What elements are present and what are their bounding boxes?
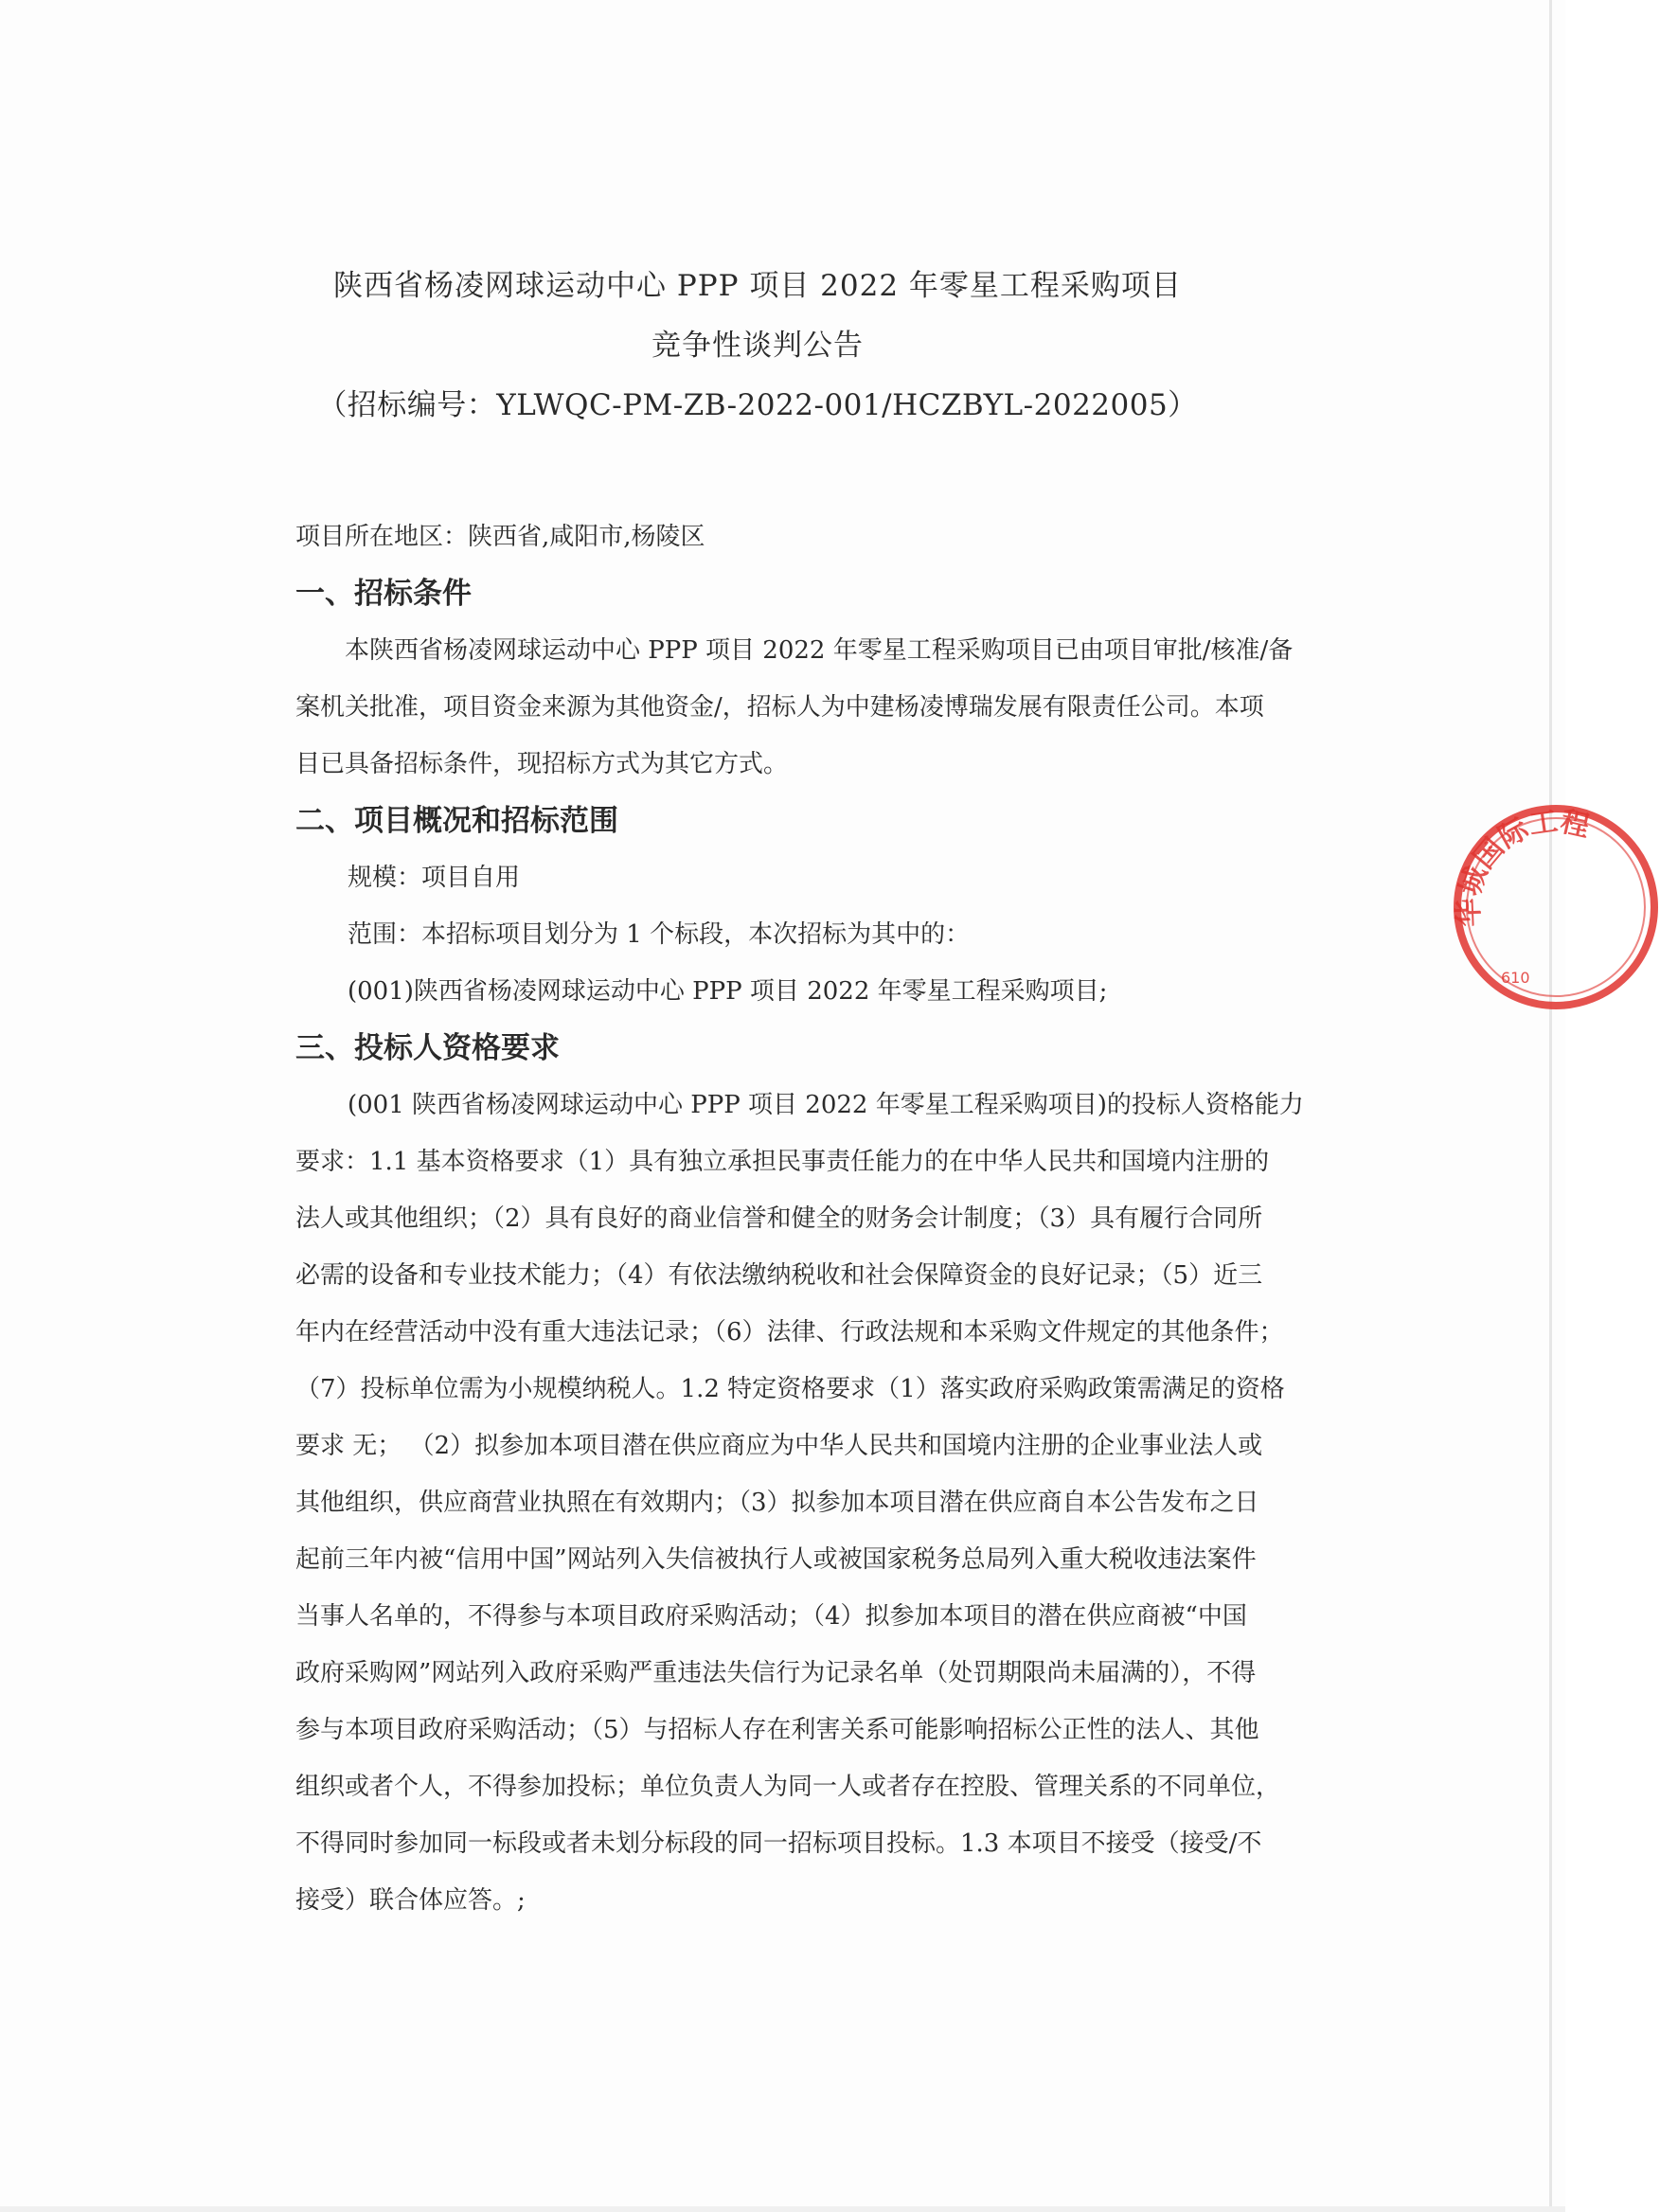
section-1-line-1: 本陕西省杨凌网球运动中心 PPP 项目 2022 年零星工程采购项目已由项目审批/核准/备	[345, 636, 1294, 665]
section-3-heading: 三、投标人资格要求	[295, 1031, 560, 1065]
company-seal-stamp	[1452, 803, 1660, 1011]
section-1-heading: 一、招标条件	[295, 577, 472, 611]
seal-number: 610	[1501, 969, 1530, 987]
section-3-line-2: 要求：1.1 基本资格要求（1）具有独立承担民事责任能力的在中华人民共和国境内注册的	[295, 1148, 1270, 1176]
section-3-line-4: 必需的设备和专业技术能力；（4）有依法缴纳税收和社会保障资金的良好记录；（5）近三	[295, 1261, 1263, 1290]
section-3-line-13: 组织或者个人，不得参加投标；单位负责人为同一人或者存在控股、管理关系的不同单位，	[295, 1773, 1281, 1801]
section-2-heading: 二、项目概况和招标范围	[295, 804, 618, 838]
project-range: 范围：本招标项目划分为 1 个标段，本次招标为其中的：	[348, 920, 971, 949]
section-3-line-5: 年内在经营活动中没有重大违法记录；（6）法律、行政法规和本采购文件规定的其他条件；	[295, 1318, 1284, 1347]
section-3-line-7: 要求 无； （2）拟参加本项目潜在供应商应为中华人民共和国境内注册的企业事业法人或	[295, 1432, 1263, 1460]
section-3-line-10: 当事人名单的，不得参与本项目政府采购活动；（4）拟参加本项目的潜在供应商被“中国	[295, 1602, 1247, 1631]
tender-code: （招标编号：YLWQC-PM-ZB-2022-001/HCZBYL-2022005）	[317, 388, 1198, 422]
document-body	[295, 508, 1318, 1929]
section-3-line-3: 法人或其他组织；（2）具有良好的商业信誉和健全的财务会计制度；（3）具有履行合同所	[295, 1204, 1263, 1233]
section-3-line-6: （7）投标单位需为小规模纳税人。1.2 特定资格要求（1）落实政府采购政策需满足的资格	[295, 1375, 1285, 1403]
project-location: 项目所在地区：陕西省,咸阳市,杨陵区	[295, 523, 705, 551]
seal-arc-text	[1452, 805, 1592, 927]
section-3-line-15: 接受）联合体应答。;	[295, 1886, 526, 1915]
section-3-line-14: 不得同时参加同一标段或者未划分标段的同一招标项目投标。1.3 本项目不接受（接受/不	[295, 1829, 1262, 1858]
project-lot: (001)陕西省杨凌网球运动中心 PPP 项目 2022 年零星工程采购项目;	[348, 977, 1108, 1006]
project-scale: 规模：项目自用	[348, 864, 521, 892]
title-line-1: 陕西省杨凌网球运动中心 PPP 项目 2022 年零星工程采购项目	[333, 269, 1182, 303]
section-3-line-12: 参与本项目政府采购活动；（5）与招标人存在利害关系可能影响招标公正性的法人、其他	[295, 1716, 1259, 1744]
seal-text-path: 华城国际工程	[1452, 804, 1593, 928]
page-edge-bottom	[0, 2206, 1565, 2212]
section-3-line-8: 其他组织，供应商营业执照在有效期内；（3）拟参加本项目潜在供应商自本公告发布之日	[295, 1489, 1259, 1517]
title-line-2: 竞争性谈判公告	[652, 329, 864, 363]
section-3-line-9: 起前三年内被“信用中国”网站列入失信被执行人或被国家税务总局列入重大税收违法案件	[295, 1545, 1257, 1574]
page-edge-right	[1549, 0, 1552, 2212]
section-3-line-1: (001 陕西省杨凌网球运动中心 PPP 项目 2022 年零星工程采购项目)的投标人资格能力	[348, 1091, 1304, 1119]
section-3-line-11: 政府采购网”网站列入政府采购严重违法失信行为记录名单（处罚期限尚未届满的），不得	[295, 1659, 1257, 1687]
section-1-line-2: 案机关批准，项目资金来源为其他资金/，招标人为中建杨凌博瑞发展有限责任公司。本项	[295, 693, 1264, 722]
title-block	[284, 267, 1231, 424]
section-1-line-3: 目已具备招标条件，现招标方式为其它方式。	[295, 750, 789, 778]
